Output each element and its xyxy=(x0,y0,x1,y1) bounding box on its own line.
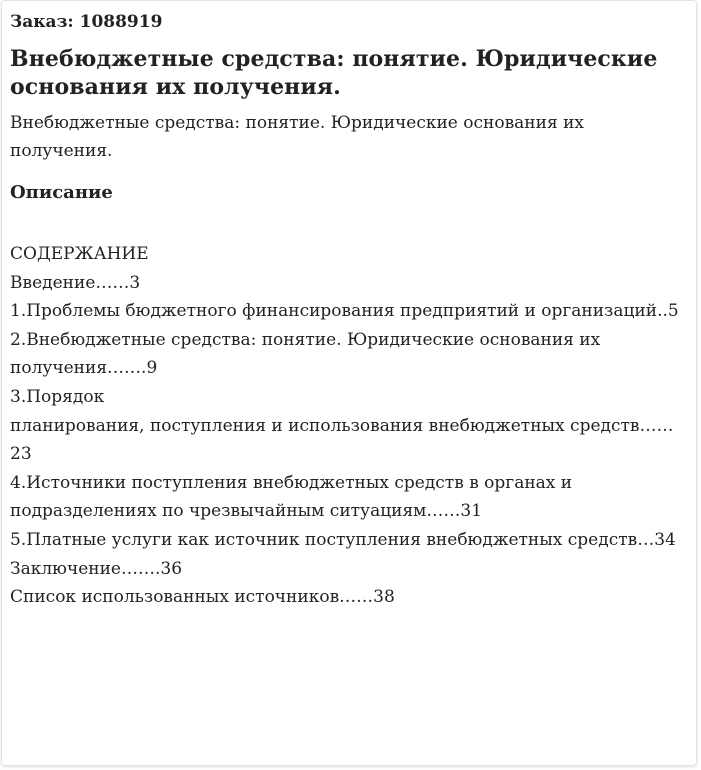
contents-list xyxy=(10,269,688,612)
contents-item-conclusion: Заключение…….36 xyxy=(10,558,183,579)
order-card xyxy=(1,0,697,766)
contents-item-chapter-5: 5.Платные услуги как источник поступления внебюджетных средств…34 xyxy=(10,529,676,550)
work-title: Внебюджетные средства: понятие. Юридические основания их получения. xyxy=(10,46,658,100)
order-number: Заказ: 1088919 xyxy=(10,12,163,32)
contents-item-chapter-3-start: 3.Порядок xyxy=(10,386,105,407)
contents-item-chapter-1: 1.Проблемы бюджетного финансирования предприятий и организаций..5 xyxy=(10,301,679,322)
contents-item-chapter-4: 4.Источники поступления внебюджетных средств в органах и подразделениях по чрезвычайным ситуациям……31 xyxy=(10,472,573,522)
contents-item-sources: Список использованных источников……38 xyxy=(10,587,395,608)
contents-item-introduction: Введение……3 xyxy=(10,272,141,293)
contents-heading: СОДЕРЖАНИЕ xyxy=(10,244,149,264)
description-heading: Описание xyxy=(10,182,113,203)
work-lead-text: Внебюджетные средства: понятие. Юридические основания их получения. xyxy=(10,113,585,161)
contents-item-chapter-3-rest: планирования, поступления и использования внебюджетных средств……23 xyxy=(10,415,674,465)
contents-item-chapter-2: 2.Внебюджетные средства: понятие. Юридические основания их получения…….9 xyxy=(10,329,601,379)
